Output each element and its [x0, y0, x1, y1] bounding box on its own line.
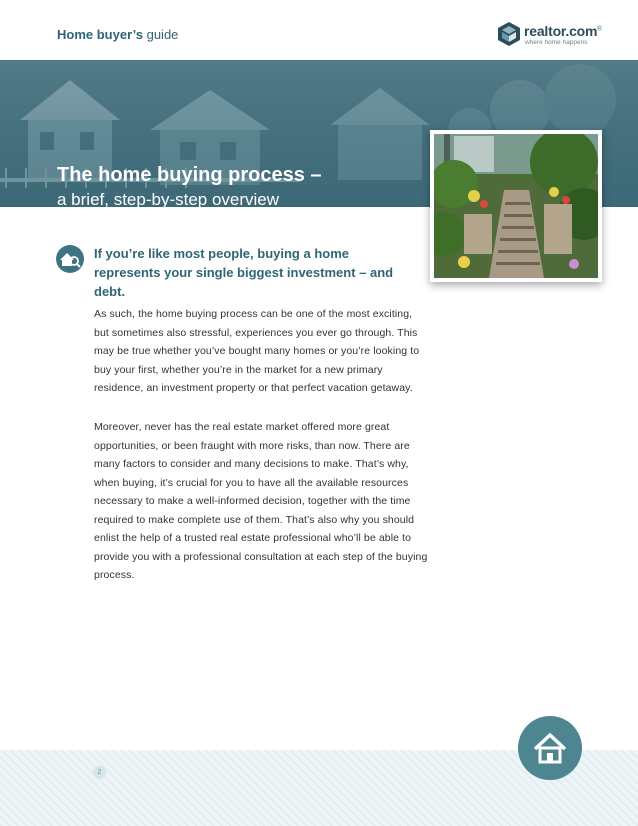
guide-label-rest: guide — [142, 27, 179, 42]
page-subtitle: a brief, step-by-step overview — [57, 190, 280, 207]
logo-tagline: where home happens — [525, 39, 588, 46]
page-header — [0, 0, 638, 60]
realtor-logo — [498, 22, 608, 48]
page-number: 2 — [93, 766, 106, 779]
garden-photo-frame — [430, 130, 602, 282]
body-paragraph-2: Moreover, never has the real estate market offered more great opportunities, or been fraught with more risks, than now. There are many factors to consider and many decisions to make. That’s why, when buying, it’s crucial for you to have all the available resources necessary to make a well-informed decision, together with the time required to make complete use of them. That’s also why you should enlist the help of a trusted real estate professional who’ll be able to provide you with a professional consultation at each step of the buying process. — [94, 421, 428, 581]
guide-label — [57, 27, 178, 42]
logo-wordmark: realtor.com® — [524, 23, 602, 39]
realtor-logo-icon — [498, 22, 520, 46]
page-title: The home buying process – — [57, 164, 322, 186]
body-paragraph-1: As such, the home buying process can be one of the most exciting, but sometimes also stressful, experiences you ever go through. This may be true whether you’ve bought many homes or you’re looking to buy your first, whether you’re in the market for a new primary residence, an investment property or that perfect vacation getaway. — [94, 308, 420, 394]
home-search-icon — [56, 245, 84, 273]
garden-stairs-photo — [434, 134, 598, 278]
intro-heading: If you’re like most people, buying a home represents your single biggest investment – and debt. — [94, 246, 394, 299]
house-icon — [518, 716, 582, 780]
guide-label-bold: Home buyer’s — [57, 27, 143, 42]
